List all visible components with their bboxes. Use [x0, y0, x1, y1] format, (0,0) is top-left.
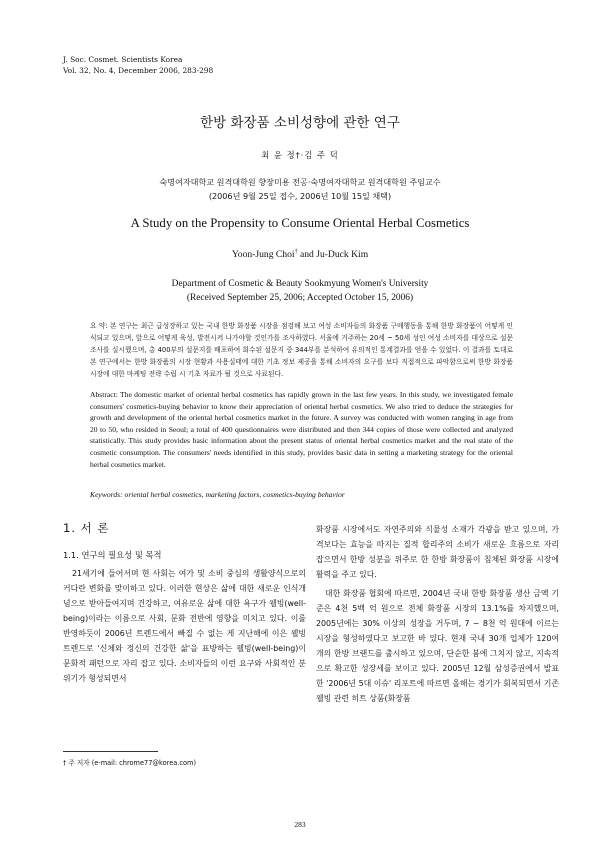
- korean-title: 한방 화장품 소비성향에 관한 연구: [200, 115, 400, 131]
- subsection-heading: 1.1. 연구의 필요성 및 목적: [63, 550, 162, 560]
- english-received: (Received September 25, 2006; Accepted October 15, 2006): [186, 292, 414, 303]
- left-column: [63, 520, 306, 686]
- korean-received: (2006년 9월 25일 접수, 2006년 10월 15일 채택): [208, 191, 392, 201]
- right-column: [316, 522, 559, 706]
- journal-name: J. Soc. Cosmet. Scientists Korea: [63, 55, 183, 64]
- english-affiliation: Department of Cosmetic & Beauty Sookmyung Women's University: [171, 279, 429, 289]
- footnote-rule: [63, 751, 158, 752]
- korean-affiliation-block: [0, 175, 600, 203]
- page-number: 283: [294, 820, 306, 829]
- footnote: † 주 저자 (e-mail: chrome77@korea.com): [63, 759, 197, 767]
- english-title: A Study on the Propensity to Consume Oriental Herbal Cosmetics: [130, 216, 470, 230]
- author-join: and Ju-Duck Kim: [297, 249, 369, 261]
- korean-affiliation: 숙명여자대학교 원격대학원 향장미용 전공·숙명여자대학교 원격대학원 주임교수: [159, 177, 441, 187]
- author-1: Yoon-Jung Choi: [231, 249, 295, 261]
- english-affiliation-block: [0, 278, 600, 305]
- section-heading: 1. 서 론: [63, 521, 110, 535]
- english-authors: [0, 249, 600, 260]
- body-paragraph: 화장품 시장에서도 자연주의와 식물성 소재가 각광을 받고 있으며, 가격보다는 효능을 따지는 질적 합리주의 소비가 새로운 흐름으로 자리 잡으면서 한방 성분을 위주로 한 한방 화장품이 침체된 화장품 시장에 활력을 주고 있다.: [316, 525, 559, 579]
- korean-authors: 최 윤 정†·김 주 덕: [261, 150, 339, 160]
- body-paragraph: 대한 화장품 협회에 따르면, 2004년 국내 한방 화장품 생산 금액 기준은 4천 5백 억 원으로 전체 화장품 시장의 13.1%를 차지했으며, 2005년에는 30% 이상의 성장을 거두며, 7 ~ 8천 억 원대에 이르는 시장을 형성하였다고 보고한 바 있다. 현재 국내 30개 업체가 120여 개의 한방 브랜드를 출시하고 있으며, 단순한 붐에 그치지 않고, 지속적으로 확고한 성장세를 보이고 있다. 2005년 12월 삼성증권에서 발표한 '2006년 5대 이슈' 리포트에 따르면 올해는 경기가 회복되면서 기존 웰빙 관련 히트 상품(화장품: [316, 589, 559, 703]
- body-paragraph: 21세기에 들어서며 현 사회는 여가 및 소비 중심의 생활양식으로의 커다란 변화를 맞이하고 있다. 이러한 현상은 삶에 대한 새로운 인식개념으로 받아들여지며 건강하고, 여유로운 삶에 대한 욕구가 웰빙(well-being)이라는 이름으로 사회, 문화 전반에 영향을 미치고 있다. 이를 반영하듯이 2006년 트렌드에서 빠질 수 없는 게 지난해에 이은 웰빙 트렌드로 '신체와 정신의 건강한 삶'을 표방하는 웰빙(well-being)이 문화적 패턴으로 자리 잡고 있다. 소비자들의 이런 요구와 사회적인 분위기가 형성되면서: [63, 569, 306, 683]
- korean-abstract: 요 약: 본 연구는 최근 급성장하고 있는 국내 한방 화장품 시장을 점검해 보고 여성 소비자들의 화장품 구매행동을 통해 한방 화장품이 어떻게 인식되고 있으며, 앞으로 어떻게 육성, 발전시켜 나가야할 것인가를 조사하였다. 서울에 거주하는 20세 ~ 50세 성인 여성 소비자를 대상으로 설문조사를 실시했으며, 총 400부의 설문지를 배포하여 회수된 설문지 중 344부를 분석하여 유의적인 통계결과를 얻을 수 있었다. 이 결과를 토대로 본 연구에서는 한방 화장품의 시장 현황과 사용실태에 대한 기초 정보 제공을 통해 소비자의 요구를 보다 직접적으로 파악함으로써 한방 화장품 시장에 대한 마케팅 전략 수립 시 기초 자료가 될 것으로 사료된다.: [90, 322, 513, 378]
- keywords: Keywords: oriental herbal cosmetics, marketing factors, cosmetics-buying behavior: [90, 490, 345, 499]
- author-dagger: †: [294, 249, 298, 255]
- journal-volume: Vol. 32, No. 4, December 2006, 283-298: [63, 65, 214, 75]
- journal-header: [63, 55, 213, 76]
- english-abstract: Abstract: The domestic market of oriental herbal cosmetics has rapidly grown in the last few years. In this study, we investigated female consumers' cosmetics-buying behavior to know their appreciation of oriental herbal cosmetics. We also tried to deduce the strategies for growth and development of the oriental herbal cosmetics market in the future. A survey was conducted with women ranging in age from 20 to 50, who resided in Seoul; a total of 400 questionnaires were distributed and then 344 copies of those were collected and analyzed statistically. This study provides basic information about the present status of oriental herbal cosmetics market and the real state of the cosmetic consumption. The consumers' needs identified in this study, provides basic data in setting a marketing strategy for the oriental herbal cosmetics market.: [90, 390, 513, 469]
